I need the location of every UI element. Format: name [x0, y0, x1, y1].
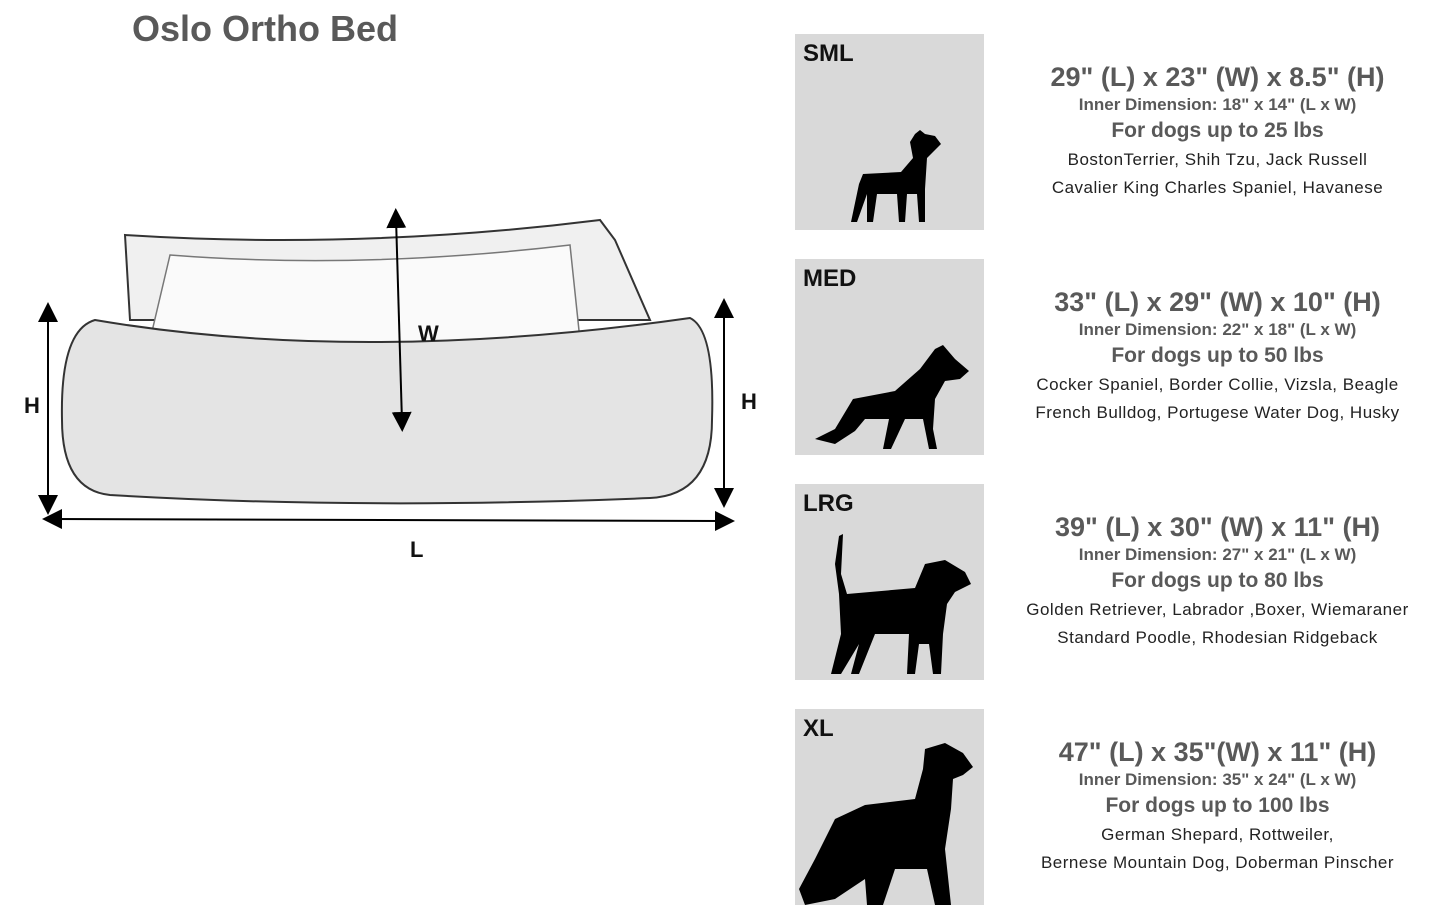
bed-diagram — [0, 200, 780, 580]
height-label-right: H — [741, 389, 757, 414]
weight-limit: For dogs up to 25 lbs — [1111, 119, 1324, 142]
dimensions: 33" (L) x 29" (W) x 10" (H) — [1054, 287, 1381, 317]
bed-body — [62, 318, 712, 503]
size-info-xl — [1005, 735, 1430, 877]
size-panel-med — [795, 259, 984, 455]
breeds-line-2: Cavalier King Charles Spaniel, Havanese — [1051, 178, 1384, 197]
xl-dog-icon — [795, 709, 984, 905]
inner-dimension: Inner Dimension: 35" x 24" (L x W) — [1078, 770, 1357, 789]
breeds-line-1: BostonTerrier, Shih Tzu, Jack Russell — [1067, 150, 1368, 169]
length-label: L — [410, 537, 424, 562]
size-info-sml — [1005, 60, 1430, 202]
size-panel-lrg — [795, 484, 984, 680]
inner-dimension: Inner Dimension: 18" x 14" (L x W) — [1078, 95, 1357, 114]
weight-limit: For dogs up to 100 lbs — [1105, 794, 1330, 817]
breeds-line-1: Golden Retriever, Labrador ,Boxer, Wiemaraner — [1026, 600, 1409, 619]
breeds-line-2: Bernese Mountain Dog, Doberman Pinscher — [1040, 853, 1395, 872]
dimensions: 47" (L) x 35"(W) x 11" (H) — [1058, 737, 1377, 767]
breeds-line-1: German Shepard, Rottweiler, — [1101, 825, 1334, 844]
size-code: SML — [803, 40, 854, 67]
size-code: XL — [803, 715, 834, 742]
product-title: Oslo Ortho Bed — [132, 8, 399, 49]
size-code: LRG — [803, 490, 854, 517]
breeds-line-1: Cocker Spaniel, Border Collie, Vizsla, Beagle — [1036, 375, 1399, 394]
size-panel-sml — [795, 34, 984, 230]
weight-limit: For dogs up to 80 lbs — [1111, 569, 1324, 592]
breeds-line-2: Standard Poodle, Rhodesian Ridgeback — [1057, 628, 1378, 647]
bed-inner — [150, 245, 580, 343]
large-dog-icon — [795, 484, 984, 680]
dimensions: 39" (L) x 30" (W) x 11" (H) — [1055, 512, 1380, 542]
size-panel-xl — [795, 709, 984, 905]
size-info-med — [1005, 285, 1430, 427]
inner-dimension: Inner Dimension: 27" x 21" (L x W) — [1078, 545, 1357, 564]
width-label: W — [418, 321, 439, 346]
inner-dimension: Inner Dimension: 22" x 18" (L x W) — [1078, 320, 1357, 339]
breeds-line-2: French Bulldog, Portugese Water Dog, Husky — [1035, 403, 1400, 422]
size-info-lrg — [1005, 510, 1430, 652]
small-dog-icon — [795, 34, 984, 230]
dimensions: 29" (L) x 23" (W) x 8.5" (H) — [1050, 62, 1385, 92]
height-label-left: H — [24, 393, 40, 418]
size-code: MED — [803, 265, 857, 292]
medium-dog-icon — [795, 259, 984, 455]
weight-limit: For dogs up to 50 lbs — [1111, 344, 1324, 367]
